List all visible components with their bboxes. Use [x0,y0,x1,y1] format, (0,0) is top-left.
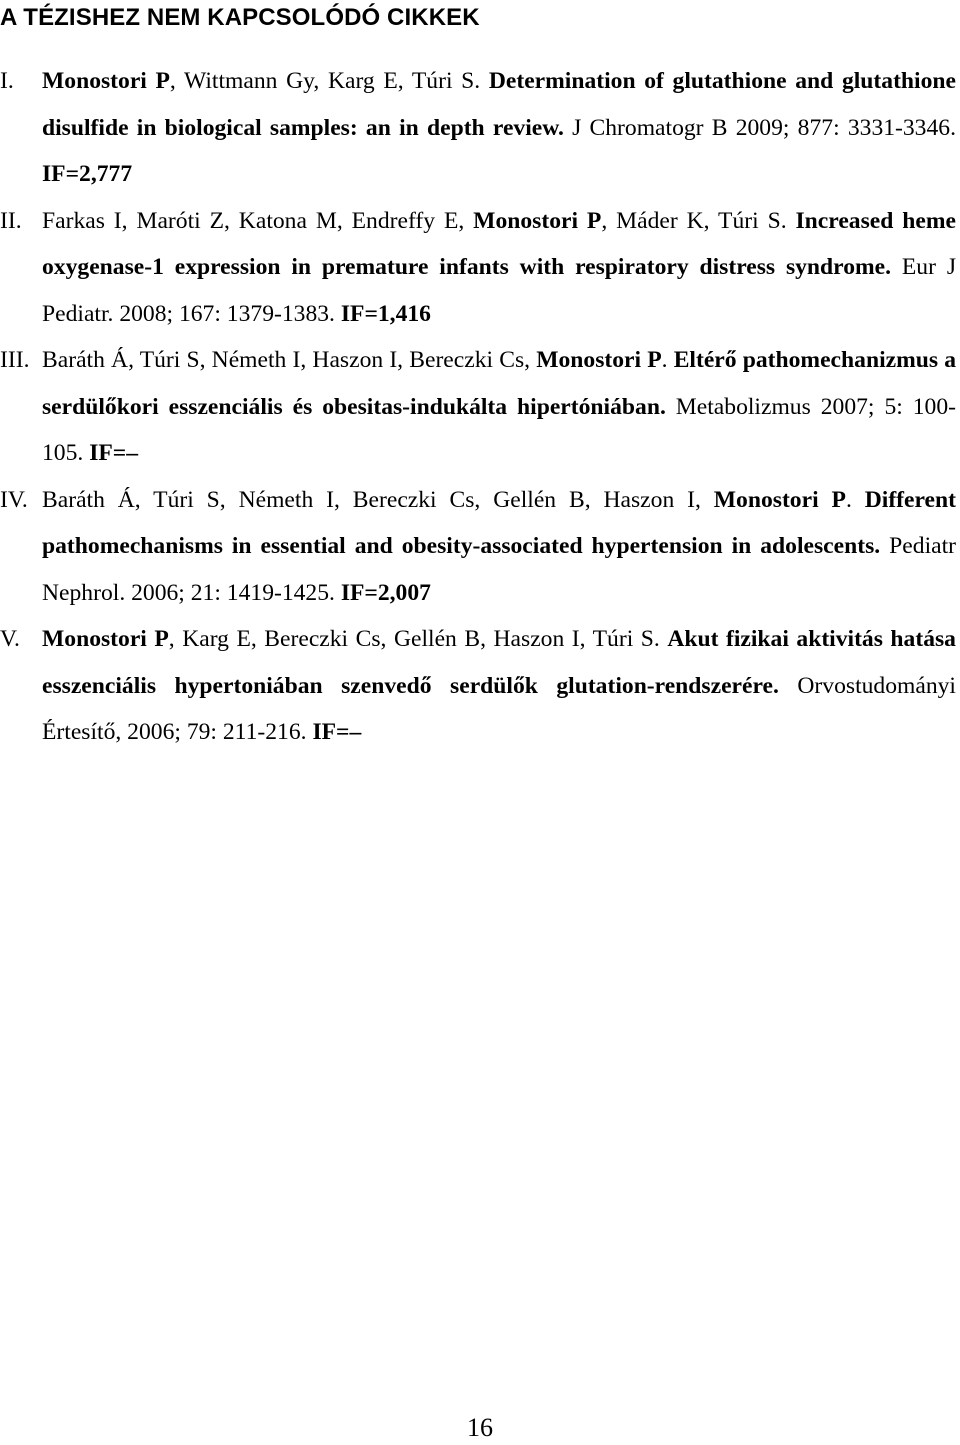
reference-item [0,58,956,198]
reference-part: Metabolizmus 2007; 5: 100-105. [42,393,956,466]
reference-part: Increased heme oxygenase-1 expression in premature infants with respiratory distress syndrome. [42,207,956,280]
reference-part: , Wittmann Gy, Karg E, Túri S. [169,68,489,94]
reference-part: . [845,486,865,513]
reference-part: IF=– [312,719,362,745]
reference-item [0,337,956,477]
reference-item [0,477,956,617]
reference-number: III. [0,347,30,373]
reference-part: Monostori P [713,486,846,513]
reference-list [0,58,956,756]
reference-part: IF=2,777 [42,161,133,187]
reference-part: Different pathomechanisms in essential and obesity-associated hypertension in adolescents. [42,486,956,559]
reference-part: Monostori P [42,626,169,652]
reference-part: Akut fizikai aktivitás hatása esszenciális hypertoniában szenvedő serdülők glutation-rendszerére. [42,626,956,699]
reference-part: IF=– [89,440,139,466]
reference-part: Monostori P [536,347,662,373]
reference-number: I. [0,68,14,94]
reference-part: Determination of glutathione and glutathione disulfide in biological samples: an in depth review. [42,68,956,141]
reference-part: Baráth Á, Túri S, Németh I, Bereczki Cs, Gellén B, Haszon I, [42,486,714,513]
reference-part: Monostori P [42,68,170,94]
reference-part: Baráth Á, Túri S, Németh I, Haszon I, Bereczki Cs, [42,347,537,373]
reference-part: Pediatr Nephrol. 2006; 21: 1419-1425. [42,533,957,606]
reference-part: Eur J Pediatr. 2008; 167: 1379-1383. [42,254,957,327]
reference-part: J Chromatogr B 2009; 877: 3331-3346. [563,114,956,141]
reference-part: , Karg E, Bereczki Cs, Gellén B, Haszon I, Túri S. [168,626,668,652]
reference-part: Orvostudományi Értesítő, 2006; 79: 211-216. [42,672,956,745]
reference-item [0,616,956,756]
reference-number: V. [0,626,20,652]
reference-item [0,198,956,338]
reference-part: . [661,347,674,373]
section-heading: A TÉZISHEZ NEM KAPCSOLÓDÓ CIKKEK [0,4,480,31]
reference-part: Monostori P [473,207,602,234]
page-number: 16 [467,1413,493,1442]
reference-number: II. [0,207,22,234]
reference-number: IV. [0,486,28,513]
reference-part: , Máder K, Túri S. [601,207,796,234]
reference-part: IF=2,007 [340,579,431,606]
reference-part: Eltérő pathomechanizmus a serdülőkori esszenciális és obesitas-indukálta hipertóniában. [42,347,956,420]
reference-part: IF=1,416 [340,300,431,327]
reference-part: Farkas I, Maróti Z, Katona M, Endreffy E, [42,207,474,234]
